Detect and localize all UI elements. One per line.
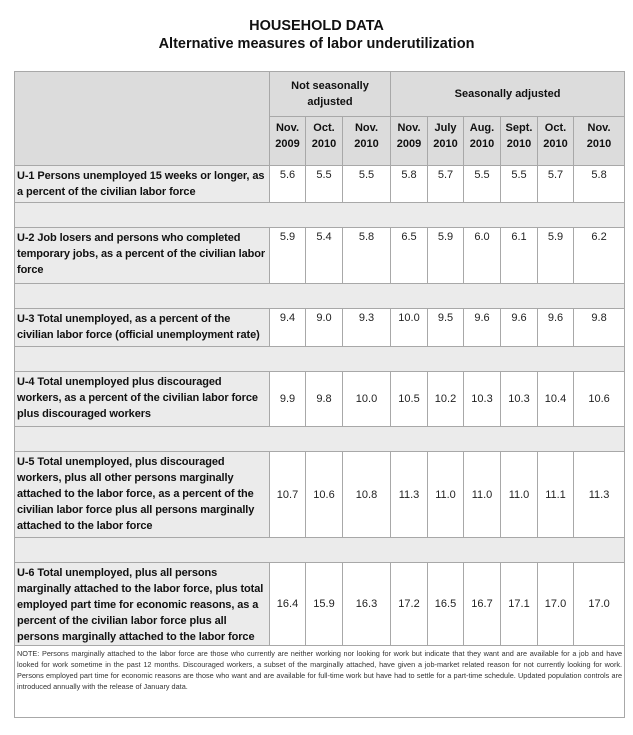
value-cell: 10.4 — [538, 372, 574, 427]
column-year: 2009 — [275, 138, 300, 150]
column-month: Nov. — [354, 122, 379, 134]
value-cell: 11.3 — [391, 452, 428, 538]
value-cell: 17.2 — [391, 563, 428, 646]
value-cell: 16.5 — [428, 563, 464, 646]
column-month: July — [434, 122, 457, 134]
column-year: 2010 — [543, 138, 568, 150]
value-cell: 17.1 — [501, 563, 538, 646]
value-cell: 5.9 — [428, 228, 464, 284]
table-row — [15, 563, 625, 646]
value-cell: 10.3 — [501, 372, 538, 427]
value-cell: 5.8 — [343, 228, 391, 284]
spacer-row — [15, 538, 625, 563]
row-label: U-3 Total unemployed, as a percent of the civilian labor force (official unemployment rate) — [15, 309, 270, 347]
value-cell: 11.3 — [574, 452, 625, 538]
header-corner — [15, 72, 270, 166]
column-header — [391, 117, 428, 166]
spacer-row — [15, 427, 625, 452]
value-cell: 9.3 — [343, 309, 391, 347]
column-month: Oct. — [313, 122, 335, 134]
column-year: 2010 — [311, 138, 337, 150]
page-subtitle: Alternative measures of labor underutilization — [158, 36, 475, 52]
value-cell: 11.1 — [538, 452, 574, 538]
column-header — [574, 117, 625, 166]
row-label: U-4 Total unemployed plus discouraged workers, as a percent of the civilian labor force plus discouraged workers — [15, 372, 270, 427]
value-cell: 6.1 — [501, 228, 538, 284]
value-cell: 10.6 — [574, 372, 625, 427]
column-header — [306, 117, 343, 166]
value-cell: 10.3 — [464, 372, 501, 427]
value-cell: 10.8 — [343, 452, 391, 538]
row-label: U-1 Persons unemployed 15 weeks or longer, as a percent of the civilian labor force — [15, 166, 270, 203]
column-header — [428, 117, 464, 166]
value-cell: 9.9 — [270, 372, 306, 427]
column-header — [501, 117, 538, 166]
column-year: 2010 — [354, 138, 379, 150]
value-cell: 9.4 — [270, 309, 306, 347]
value-cell: 10.5 — [391, 372, 428, 427]
value-cell: 16.3 — [343, 563, 391, 646]
row-label: U-5 Total unemployed, plus discouraged workers, plus all other persons marginally attached to the labor force, as a percent of the civilian labor force plus all persons marginally attached to the labor force — [15, 452, 270, 538]
column-month: Sept. — [505, 122, 533, 134]
labor-underutilization-table — [14, 71, 625, 718]
spacer-row — [15, 284, 625, 309]
value-cell: 6.2 — [574, 228, 625, 284]
column-header — [270, 117, 306, 166]
spacer-row — [15, 347, 625, 372]
column-month: Nov. — [397, 122, 421, 134]
row-label: U-6 Total unemployed, plus all persons marginally attached to the labor force, plus total employed part time for economic reasons, as a percent of the civilian labor force plus all persons marginally attached to the labor force — [15, 563, 270, 646]
table-row — [15, 228, 625, 284]
value-cell: 10.2 — [428, 372, 464, 427]
value-cell: 5.4 — [306, 228, 343, 284]
column-month: Nov. — [587, 122, 611, 134]
value-cell: 15.9 — [306, 563, 343, 646]
value-cell: 9.6 — [464, 309, 501, 347]
value-cell: 5.8 — [391, 166, 428, 203]
value-cell: 5.7 — [538, 166, 574, 203]
value-cell: 10.7 — [270, 452, 306, 538]
value-cell: 9.0 — [306, 309, 343, 347]
table-row — [15, 309, 625, 347]
value-cell: 6.0 — [464, 228, 501, 284]
table-row — [15, 372, 625, 427]
spacer-row — [15, 203, 625, 228]
value-cell: 10.6 — [306, 452, 343, 538]
column-year: 2010 — [586, 138, 612, 150]
column-year: 2010 — [433, 138, 458, 150]
value-cell: 6.5 — [391, 228, 428, 284]
column-header — [538, 117, 574, 166]
value-cell: 5.8 — [574, 166, 625, 203]
value-cell: 5.5 — [343, 166, 391, 203]
column-year: 2010 — [469, 138, 495, 150]
value-cell: 5.7 — [428, 166, 464, 203]
value-cell: 9.6 — [501, 309, 538, 347]
value-cell: 9.8 — [574, 309, 625, 347]
column-year: 2009 — [396, 138, 422, 150]
value-cell: 10.0 — [343, 372, 391, 427]
column-header — [464, 117, 501, 166]
value-cell: 5.5 — [464, 166, 501, 203]
value-cell: 16.4 — [270, 563, 306, 646]
value-cell: 5.5 — [501, 166, 538, 203]
row-label: U-2 Job losers and persons who completed temporary jobs, as a percent of the civilian labor force — [15, 228, 270, 284]
column-month: Nov. — [275, 122, 300, 134]
column-year: 2010 — [506, 138, 532, 150]
table-row — [15, 166, 625, 203]
page-title: HOUSEHOLD DATA — [249, 18, 384, 34]
value-cell: 5.6 — [270, 166, 306, 203]
column-month: Oct. — [544, 122, 567, 134]
column-month: Aug. — [469, 122, 495, 134]
value-cell: 11.0 — [464, 452, 501, 538]
column-header — [343, 117, 391, 166]
value-cell: 17.0 — [538, 563, 574, 646]
value-cell: 17.0 — [574, 563, 625, 646]
group-header-seasonally-adjusted: Seasonally adjusted — [391, 72, 625, 117]
value-cell: 11.0 — [428, 452, 464, 538]
value-cell: 5.5 — [306, 166, 343, 203]
table-row — [15, 452, 625, 538]
group-header-not-seasonally-adjusted: Not seasonally adjusted — [270, 72, 391, 117]
value-cell: 9.8 — [306, 372, 343, 427]
value-cell: 5.9 — [538, 228, 574, 284]
value-cell: 10.0 — [391, 309, 428, 347]
value-cell: 9.5 — [428, 309, 464, 347]
value-cell: 9.6 — [538, 309, 574, 347]
value-cell: 11.0 — [501, 452, 538, 538]
value-cell: 16.7 — [464, 563, 501, 646]
table-note: NOTE: Persons marginally attached to the labor force are those who currently are neither working nor looking for work but indicate that they want and are available for a job and have looked for work sometime in the past 12 months. Discouraged workers, a subset of the marginally attached, have given a job-market related reason for not currently looking for work. Persons employed part time for economic reasons are those who want and are available for full-time work but have had to settle for a part-time schedule. Updated population controls are introduced annually with the release of January data. — [15, 646, 625, 718]
value-cell: 5.9 — [270, 228, 306, 284]
